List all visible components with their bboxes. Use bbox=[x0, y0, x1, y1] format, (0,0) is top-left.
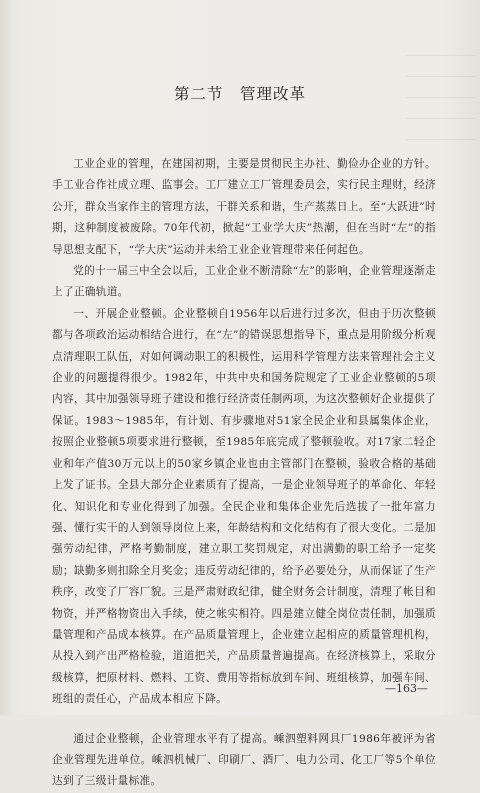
page-number: —163— bbox=[385, 682, 428, 695]
paragraph-4: 通过企业整顿，企业管理水平有了提高。嵊泗塑料网具厂1986年被评为省企业管理先进单位。嵊泗机械厂、印刷厂、酒厂、电力公司、化工厂等5个单位达到了三级计量标准。 bbox=[52, 732, 436, 788]
paragraph-3: 一、开展企业整顿。企业整顿自1956年以后进行过多次，但由于历次整顿都与各项政治运动相结合进行，在“左”的错误思想指导下，重点是用阶级分析观点清理职工队伍，对如何调动职工的积极性，运用科学管理方法来管理社会主义企业的问题提得很少。1982年，中共中央和国务院规定了工业企业整顿的5项内容，其中加强领导班子建设和推行经济责任制两项，为这次整顿好企业提供了保证。1983～1985年，有计划、有步骤地对51家全民企业和县属集体企业，按照企业整顿5项要求进行整顿，至1985年底完成了整顿验收。对17家二轻企业和年产值30万元以上的50家乡镇企业也由主管部门在整顿，验收合格的基础上发了证书。全县大部分企业素质有了提高，一是企业领导班子的革命化、年轻化、知识化和专业化得到了加强。全民企业和集体企业先后选拔了一批年富力强、懂行实干的人到领导岗位上来，年龄结构和文化结构有了很大变化。二是加强劳动纪律，严格考勤制度，建立职工奖罚规定，对出满勤的职工给予一定奖励；缺勤多则扣除全月奖金；违反劳动纪律的，给予必要处分，从而保证了生产秩序，改变了厂容厂貌。三是严肃财政纪律，健全财务会计制度，清理了帐目和物资，并严格物资出入手续，使之帐实相符。四是建立健全岗位责任制，加强质量管理和产品成本核算。在产品质量管理上，企业建立起相应的质量管理机构，从投入到产出严格检验，道道把关，产品质量普遍提高。在经济核算上，采取分级核算，把原材料、燃料、工资、费用等指标放到车间、班组核算，加强车间、班组的责任心，产品成本相应下降。 bbox=[52, 307, 436, 706]
body-text bbox=[52, 154, 436, 793]
paragraph-1: 工业企业的管理，在建国初期，主要是贯彻民主办社、勤俭办企业的方针。手工业合作社成立理、监事会。工厂建立工厂管理委员会，实行民主理财，经济公开，群众当家作主的管理方法，干群关系和谐，生产蒸蒸日上。至“大跃进”时期，这种制度被废除。70年代初，掀起“工业学大庆”热潮，但在当时“左”的指导思想支配下，“学大庆”运动并未给工业企业管理带来任何起色。 bbox=[52, 158, 436, 256]
section-title: 第二节 管理改革 bbox=[173, 85, 306, 103]
paragraph-2: 党的十一届三中全会以后，工业企业不断清除“左”的影响，企业管理逐渐走上了正确轨道。 bbox=[52, 265, 436, 299]
